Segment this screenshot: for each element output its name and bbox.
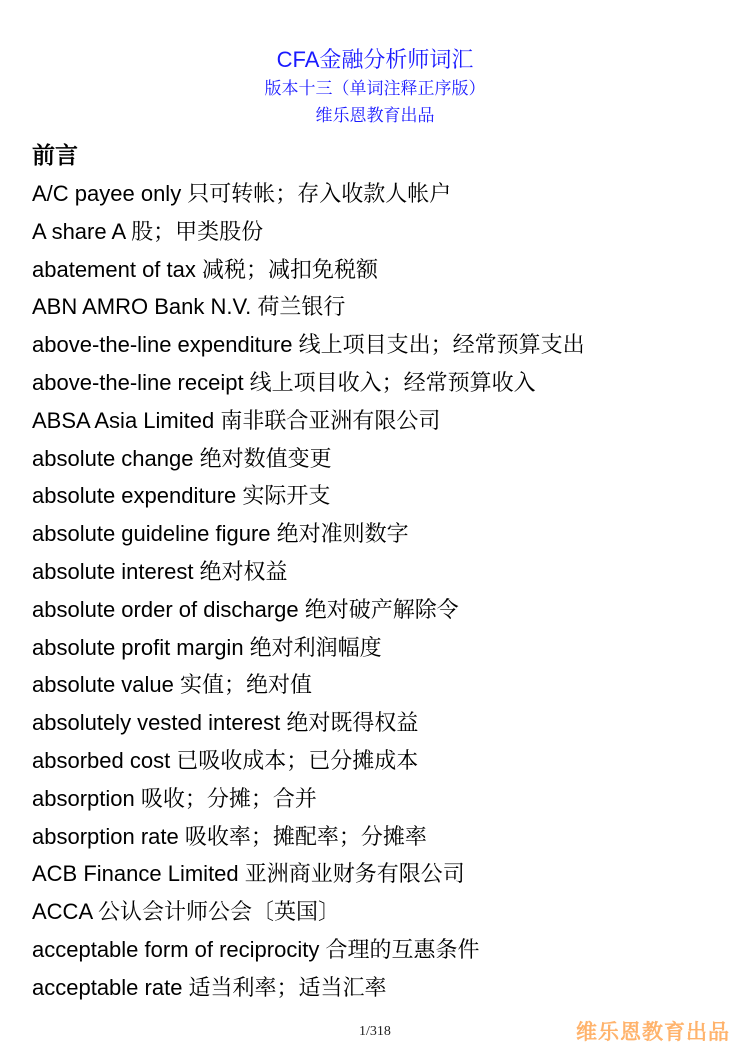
document-header	[0, 44, 750, 130]
glossary-entry: ABN AMRO Bank N.V. 荷兰银行	[32, 294, 346, 320]
glossary-entry: A share A 股；甲类股份	[32, 218, 264, 244]
document-title: CFA金融分析师词汇	[276, 47, 474, 72]
glossary-entry: ABSA Asia Limited 南非联合亚洲有限公司	[32, 407, 441, 433]
glossary-entry: acceptable rate 适当利率；适当汇率	[32, 974, 387, 1000]
glossary-entry: ACCA 公认会计师公会〔英国〕	[32, 899, 341, 925]
glossary-entry: absorption rate 吸收率；摊配率；分摊率	[32, 823, 427, 849]
glossary-list	[32, 175, 585, 1007]
glossary-entry: acceptable form of reciprocity 合理的互惠条件	[32, 936, 480, 962]
document-subtitle: 版本十三（单词注释正序版）	[264, 79, 486, 98]
glossary-entry: absolute interest 绝对权益	[32, 558, 288, 584]
glossary-entry: absorption 吸收；分摊；合并	[32, 785, 317, 811]
glossary-entry: absolute value 实值；绝对值	[32, 672, 312, 698]
glossary-entry: A/C payee only 只可转帐；存入收款人帐户	[32, 181, 452, 206]
glossary-entry: absolute change 绝对数值变更	[32, 445, 332, 471]
page-number: 1/318	[359, 1024, 391, 1039]
glossary-entry: above-the-line expenditure 线上项目支出；经常预算支出	[32, 332, 585, 358]
glossary-entry: absolute profit margin 绝对利润幅度	[32, 634, 382, 660]
glossary-entry: absolutely vested interest 绝对既得权益	[32, 710, 419, 736]
glossary-entry: absorbed cost 已吸收成本；已分摊成本	[32, 747, 419, 773]
glossary-entry: above-the-line receipt 线上项目收入；经常预算收入	[32, 369, 536, 395]
document-publisher: 维乐恩教育出品	[315, 106, 435, 125]
glossary-entry: abatement of tax 减税；减扣免税额	[32, 256, 378, 282]
glossary-entry: absolute guideline figure 绝对准则数字	[32, 521, 409, 547]
glossary-entry: ACB Finance Limited 亚洲商业财务有限公司	[32, 861, 465, 887]
watermark: 维乐恩教育出品	[576, 1021, 730, 1044]
glossary-entry: absolute order of discharge 绝对破产解除令	[32, 596, 459, 622]
section-heading: 前言	[32, 142, 78, 168]
glossary-entry: absolute expenditure 实际开支	[32, 483, 331, 509]
